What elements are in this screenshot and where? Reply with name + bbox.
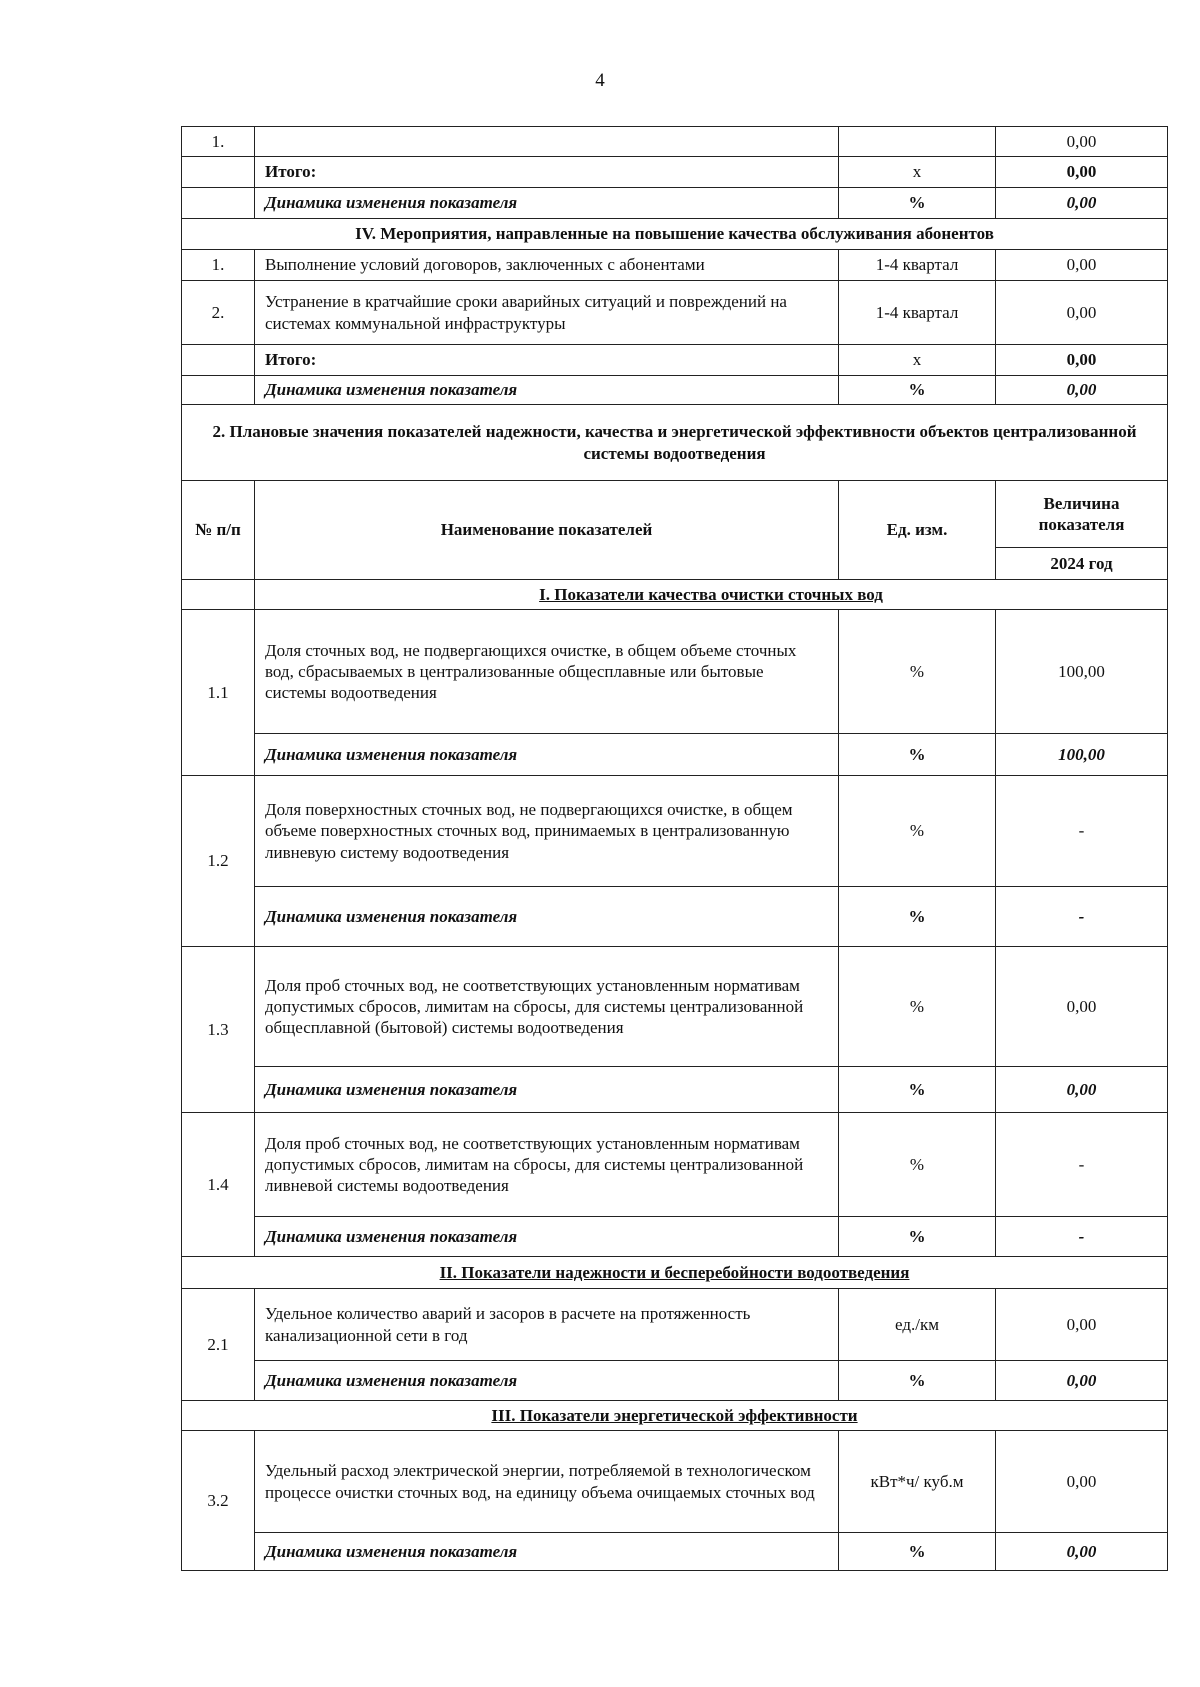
- row-unit: 1-4 квартал: [839, 250, 996, 281]
- dynamics-value: 0,00: [996, 376, 1168, 405]
- row-unit: %: [839, 776, 996, 887]
- header-name: Наименование показателей: [255, 481, 839, 580]
- section-iv-title: IV. Мероприятия, направленные на повышение качества обслуживания абонентов: [182, 219, 1168, 250]
- dynamics-row: [182, 1361, 1168, 1401]
- row-unit: ед./км: [839, 1289, 996, 1361]
- row-number: [182, 188, 255, 219]
- dynamics-value: -: [996, 1217, 1168, 1257]
- table-header: [182, 481, 1168, 548]
- dynamics-row: [182, 1067, 1168, 1113]
- group-title-text: III. Показатели энергетической эффективности: [491, 1405, 858, 1425]
- dynamics-row: [182, 887, 1168, 947]
- row-unit: [839, 127, 996, 157]
- row-value: 0,00: [996, 127, 1168, 157]
- table-row: [182, 281, 1168, 345]
- dynamics-label: Динамика изменения показателя: [255, 887, 839, 947]
- dynamics-unit: %: [839, 1361, 996, 1401]
- table-row: [182, 610, 1168, 734]
- table-row: [182, 127, 1168, 157]
- row-number: 3.2: [182, 1431, 255, 1571]
- group-title-text: II. Показатели надежности и бесперебойности водоотведения: [439, 1262, 910, 1282]
- row-value: -: [996, 1113, 1168, 1217]
- row-name: [255, 127, 839, 157]
- row-unit: %: [839, 1113, 996, 1217]
- row-unit: кВт*ч/ куб.м: [839, 1431, 996, 1533]
- row-name: Доля проб сточных вод, не соответствующих установленным нормативам допустимых сбросов, лимитам на сбросы, для системы централизованной общесплавной (бытовой) системы водоотведения: [255, 947, 839, 1067]
- group-title: [255, 580, 1168, 610]
- table-row: [182, 1289, 1168, 1361]
- indicators-table: [181, 126, 1168, 1571]
- table-row: [182, 947, 1168, 1067]
- section-2-title: 2. Плановые значения показателей надежности, качества и энергетической эффективности объектов централизованной системы водоотведения: [182, 405, 1168, 481]
- dynamics-label: Динамика изменения показателя: [255, 734, 839, 776]
- row-number: [182, 157, 255, 188]
- row-name: Удельный расход электрической энергии, потребляемой в технологическом процессе очистки сточных вод, на единицу объема очищаемых сточных вод: [255, 1431, 839, 1533]
- row-unit: 1-4 квартал: [839, 281, 996, 345]
- total-label: Итого:: [255, 345, 839, 376]
- dynamics-unit: %: [839, 188, 996, 219]
- dynamics-unit: %: [839, 734, 996, 776]
- dynamics-row: [182, 734, 1168, 776]
- group-title: [182, 1401, 1168, 1431]
- row-number: 1.2: [182, 776, 255, 947]
- total-label: Итого:: [255, 157, 839, 188]
- dynamics-row: [182, 376, 1168, 405]
- section-heading: [182, 405, 1168, 481]
- dynamics-row: [182, 1533, 1168, 1571]
- total-unit: x: [839, 345, 996, 376]
- header-year: 2024 год: [996, 548, 1168, 580]
- dynamics-label: Динамика изменения показателя: [255, 188, 839, 219]
- row-number: 1.4: [182, 1113, 255, 1257]
- section-heading: [182, 219, 1168, 250]
- row-name: Доля проб сточных вод, не соответствующих установленным нормативам допустимых сбросов, лимитам на сбросы, для системы централизованной ливневой системы водоотведения: [255, 1113, 839, 1217]
- row-value: 0,00: [996, 281, 1168, 345]
- page-number: 4: [595, 70, 605, 91]
- group-title-text: I. Показатели качества очистки сточных вод: [539, 584, 883, 604]
- table-row: [182, 1431, 1168, 1533]
- row-number: 1.3: [182, 947, 255, 1113]
- table-row: [182, 1113, 1168, 1217]
- dynamics-unit: %: [839, 1067, 996, 1113]
- row-value: 100,00: [996, 610, 1168, 734]
- dynamics-label: Динамика изменения показателя: [255, 1067, 839, 1113]
- row-number: 1.: [182, 127, 255, 157]
- header-number: № п/п: [182, 481, 255, 580]
- row-name: Доля поверхностных сточных вод, не подвергающихся очистке, в общем объеме поверхностных сточных вод, принимаемых в централизованную ливневую систему водоотведения: [255, 776, 839, 887]
- dynamics-value: 0,00: [996, 188, 1168, 219]
- row-name: Выполнение условий договоров, заключенных с абонентами: [255, 250, 839, 281]
- dynamics-row: [182, 188, 1168, 219]
- row-value: 0,00: [996, 1431, 1168, 1533]
- dynamics-unit: %: [839, 887, 996, 947]
- total-value: 0,00: [996, 345, 1168, 376]
- total-row: [182, 345, 1168, 376]
- total-row: [182, 157, 1168, 188]
- row-value: 0,00: [996, 947, 1168, 1067]
- dynamics-label: Динамика изменения показателя: [255, 376, 839, 405]
- total-unit: x: [839, 157, 996, 188]
- dynamics-value: 0,00: [996, 1361, 1168, 1401]
- section-heading: [182, 1257, 1168, 1289]
- row-value: 0,00: [996, 250, 1168, 281]
- row-number: 1.: [182, 250, 255, 281]
- row-name: Удельное количество аварий и засоров в расчете на протяженность канализационной сети в год: [255, 1289, 839, 1361]
- row-number: 2.1: [182, 1289, 255, 1401]
- row-name: Доля сточных вод, не подвергающихся очистке, в общем объеме сточных вод, сбрасываемых в централизованные общесплавные или бытовые системы водоотведения: [255, 610, 839, 734]
- dynamics-unit: %: [839, 1217, 996, 1257]
- row-unit: %: [839, 610, 996, 734]
- dynamics-label: Динамика изменения показателя: [255, 1533, 839, 1571]
- table-row: [182, 776, 1168, 887]
- section-heading: [182, 1401, 1168, 1431]
- row-value: 0,00: [996, 1289, 1168, 1361]
- dynamics-unit: %: [839, 376, 996, 405]
- header-unit: Ед. изм.: [839, 481, 996, 580]
- row-unit: %: [839, 947, 996, 1067]
- total-value: 0,00: [996, 157, 1168, 188]
- dynamics-unit: %: [839, 1533, 996, 1571]
- table-row: [182, 250, 1168, 281]
- section-heading: [182, 580, 1168, 610]
- dynamics-value: 0,00: [996, 1067, 1168, 1113]
- dynamics-label: Динамика изменения показателя: [255, 1217, 839, 1257]
- dynamics-value: -: [996, 887, 1168, 947]
- row-name: Устранение в кратчайшие сроки аварийных ситуаций и повреждений на системах коммунальной инфраструктуры: [255, 281, 839, 345]
- dynamics-row: [182, 1217, 1168, 1257]
- header-value-title: Величина показателя: [996, 481, 1168, 548]
- dynamics-label: Динамика изменения показателя: [255, 1361, 839, 1401]
- dynamics-value: 0,00: [996, 1533, 1168, 1571]
- dynamics-value: 100,00: [996, 734, 1168, 776]
- row-value: -: [996, 776, 1168, 887]
- row-number: 2.: [182, 281, 255, 345]
- group-title: [182, 1257, 1168, 1289]
- row-number: 1.1: [182, 610, 255, 776]
